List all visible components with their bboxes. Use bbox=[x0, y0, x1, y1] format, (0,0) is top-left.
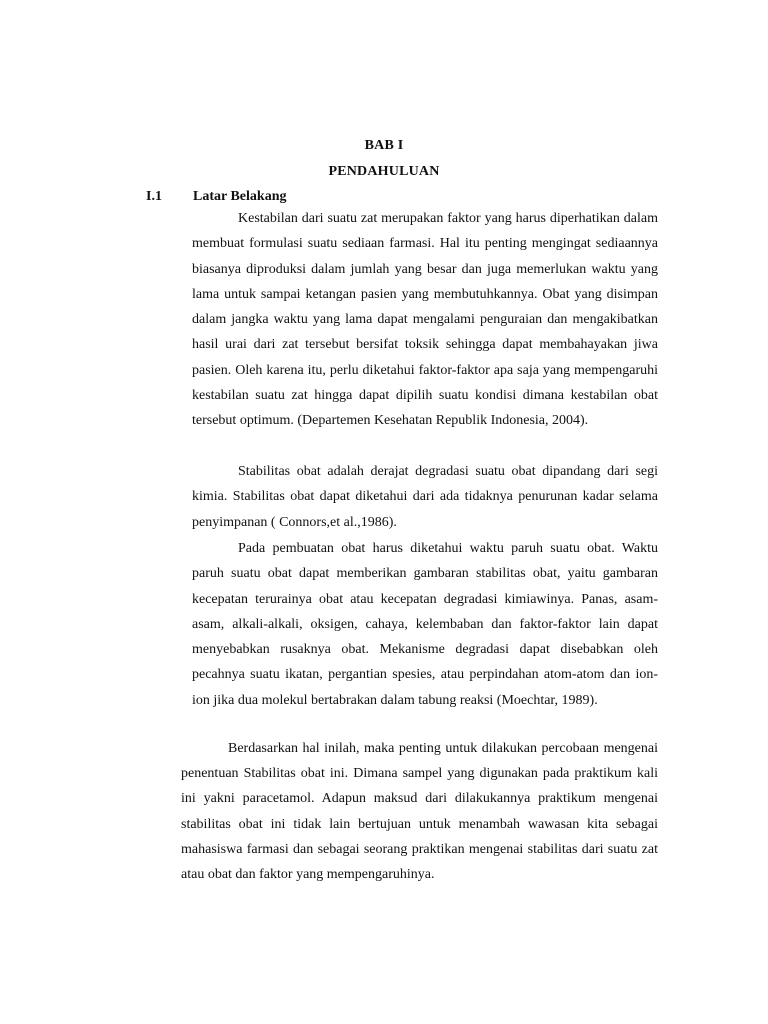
paragraph-3: Pada pembuatan obat harus diketahui waktu paruh suatu obat. Waktu paruh suatu obat dapat memberikan gambaran stabilitas obat, yaitu gambaran kecepatan terurainya obat atau kecepatan degradasi kimiawinya. Panas, asam-asam, alkali-alkali, oksigen, cahaya, kelembaban dan faktor-faktor lain dapat menyebabkan rusaknya obat. Mekanisme degradasi dapat disebabkan oleh pecahnya suatu ikatan, pergantian spesies, atau perpindahan atom-atom dan ion-ion jika dua molekul bertabrakan dalam tabung reaksi (Moechtar, 1989). bbox=[192, 541, 658, 708]
section-title: Latar Belakang bbox=[193, 189, 287, 204]
paragraph-4: Berdasarkan hal inilah, maka penting untuk dilakukan percobaan mengenai penentuan Stabilitas obat ini. Dimana sampel yang digunakan pada praktikum kali ini yakni paracetamol. Adapun maksud dari dilakukannya praktikum mengenai stabilitas obat ini tidak lain bertujuan untuk menambah wawasan kita sebagai mahasiswa farmasi dan sebagai seorang praktikan mengenai stabilitas dari suatu zat atau obat dan faktor yang mempengaruhinya. bbox=[181, 741, 658, 883]
paragraph-2: Stabilitas obat adalah derajat degradasi suatu obat dipandang dari segi kimia. Stabilitas obat dapat diketahui dari ada tidaknya penurunan kadar selama penyimpanan ( Connors,et al.,1986). bbox=[192, 464, 658, 530]
chapter-number: BAB I bbox=[364, 138, 404, 153]
paragraph-1: Kestabilan dari suatu zat merupakan faktor yang harus diperhatikan dalam membuat formulasi suatu sediaan farmasi. Hal itu penting mengingat sediaannya biasanya diproduksi dalam jumlah yang besar dan juga memerlukan waktu yang lama untuk sampai ketangan pasien yang membutuhkannya. Obat yang disimpan dalam jangka waktu yang lama dapat mengalami penguraian dan mengakibatkan hasil urai dari zat tersebut bersifat toksik sehingga dapat membahayakan jiwa pasien. Oleh karena itu, perlu diketahui faktor-faktor apa saja yang mempengaruhi kestabilan suatu zat hingga dapat dipilih suatu kondisi dimana kestabilan obat tersebut optimum. (Departemen Kesehatan Republik Indonesia, 2004). bbox=[192, 211, 658, 429]
section-number: I.1 bbox=[146, 189, 162, 204]
chapter-title: PENDAHULUAN bbox=[328, 164, 440, 179]
